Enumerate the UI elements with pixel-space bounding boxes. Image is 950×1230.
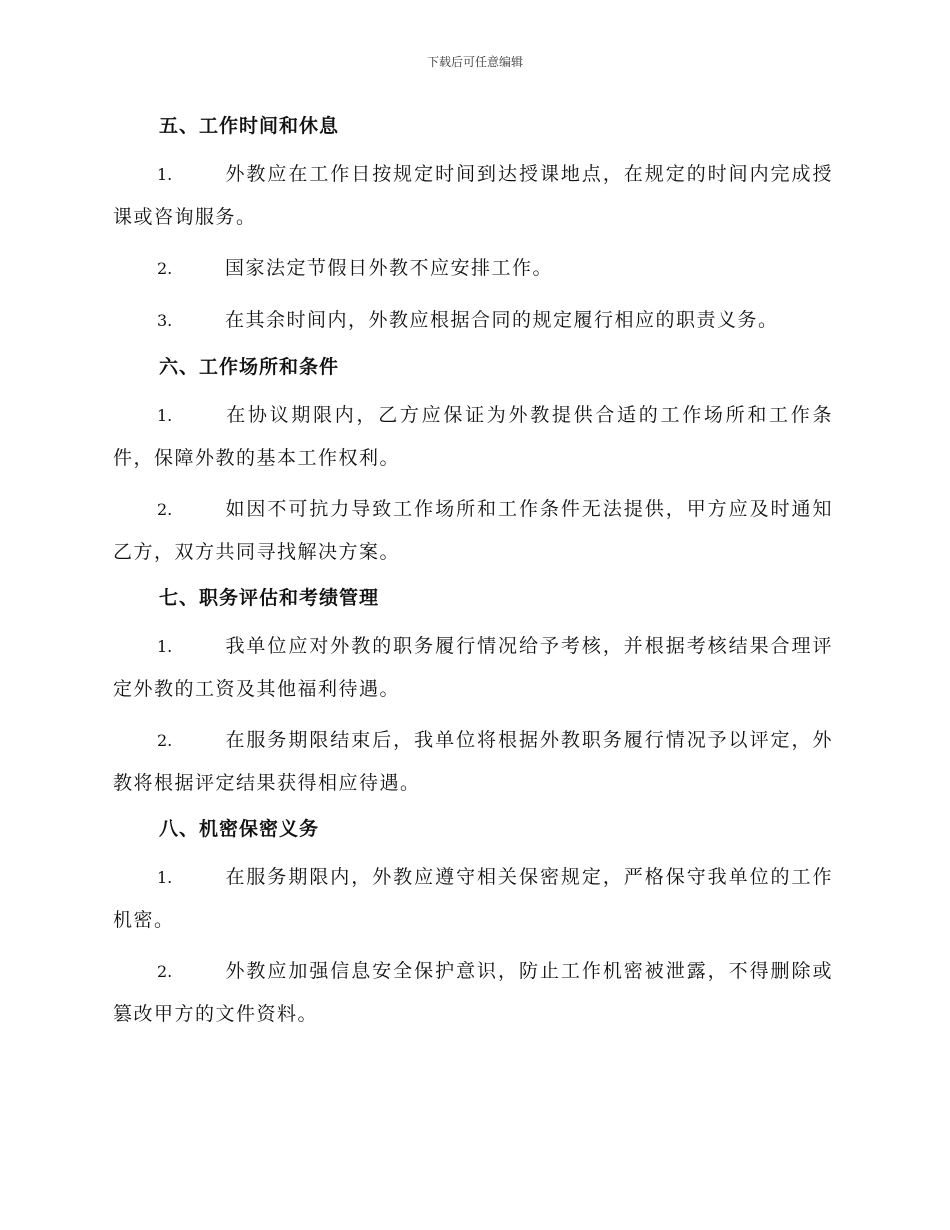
list-item bbox=[113, 719, 833, 804]
page-header: 下载后可任意编辑 bbox=[426, 55, 523, 69]
item-number: 2. bbox=[157, 500, 173, 519]
list-item bbox=[113, 856, 833, 941]
section-confidentiality bbox=[113, 813, 833, 1035]
item-number: 1. bbox=[157, 406, 173, 425]
section-heading: 五、工作时间和休息 bbox=[159, 115, 340, 137]
list-item bbox=[113, 153, 833, 238]
list-item bbox=[113, 299, 833, 342]
item-number: 2. bbox=[157, 731, 173, 750]
section-workplace bbox=[113, 351, 833, 573]
list-item bbox=[113, 488, 833, 573]
list-item bbox=[113, 950, 833, 1035]
section-heading: 七、职务评估和考绩管理 bbox=[159, 587, 380, 609]
section-work-hours bbox=[113, 110, 833, 342]
section-heading: 八、机密保密义务 bbox=[159, 818, 320, 840]
section-heading: 六、工作场所和条件 bbox=[159, 356, 340, 378]
list-item bbox=[113, 394, 833, 479]
section-evaluation bbox=[113, 582, 833, 804]
item-number: 1. bbox=[157, 868, 173, 887]
item-text: 国家法定节假日外教不应安排工作。 bbox=[225, 257, 554, 279]
item-number: 1. bbox=[157, 165, 173, 184]
item-number: 2. bbox=[157, 962, 173, 981]
item-text: 如因不可抗力导致工作场所和工作条件无法提供，甲方应及时通知乙方，双方共同寻找解决方案。 bbox=[113, 498, 833, 563]
item-number: 1. bbox=[157, 637, 173, 656]
document-body bbox=[113, 110, 833, 1044]
list-item bbox=[113, 247, 833, 290]
item-number: 2. bbox=[157, 259, 173, 278]
item-number: 3. bbox=[157, 311, 173, 330]
item-text: 我单位应对外教的职务履行情况给予考核，并根据考核结果合理评定外教的工资及其他福利待遇。 bbox=[113, 635, 833, 700]
item-text: 外教应加强信息安全保护意识，防止工作机密被泄露，不得删除或篡改甲方的文件资料。 bbox=[113, 960, 833, 1025]
list-item bbox=[113, 625, 833, 710]
item-text: 在其余时间内，外教应根据合同的规定履行相应的职责义务。 bbox=[225, 309, 779, 331]
item-text: 在服务期限结束后，我单位将根据外教职务履行情况予以评定，外教将根据评定结果获得相应待遇。 bbox=[113, 729, 833, 794]
item-text: 在协议期限内，乙方应保证为外教提供合适的工作场所和工作条件，保障外教的基本工作权利。 bbox=[113, 404, 833, 469]
item-text: 外教应在工作日按规定时间到达授课地点，在规定的时间内完成授课或咨询服务。 bbox=[113, 163, 833, 228]
item-text: 在服务期限内，外教应遵守相关保密规定，严格保守我单位的工作机密。 bbox=[113, 866, 833, 931]
